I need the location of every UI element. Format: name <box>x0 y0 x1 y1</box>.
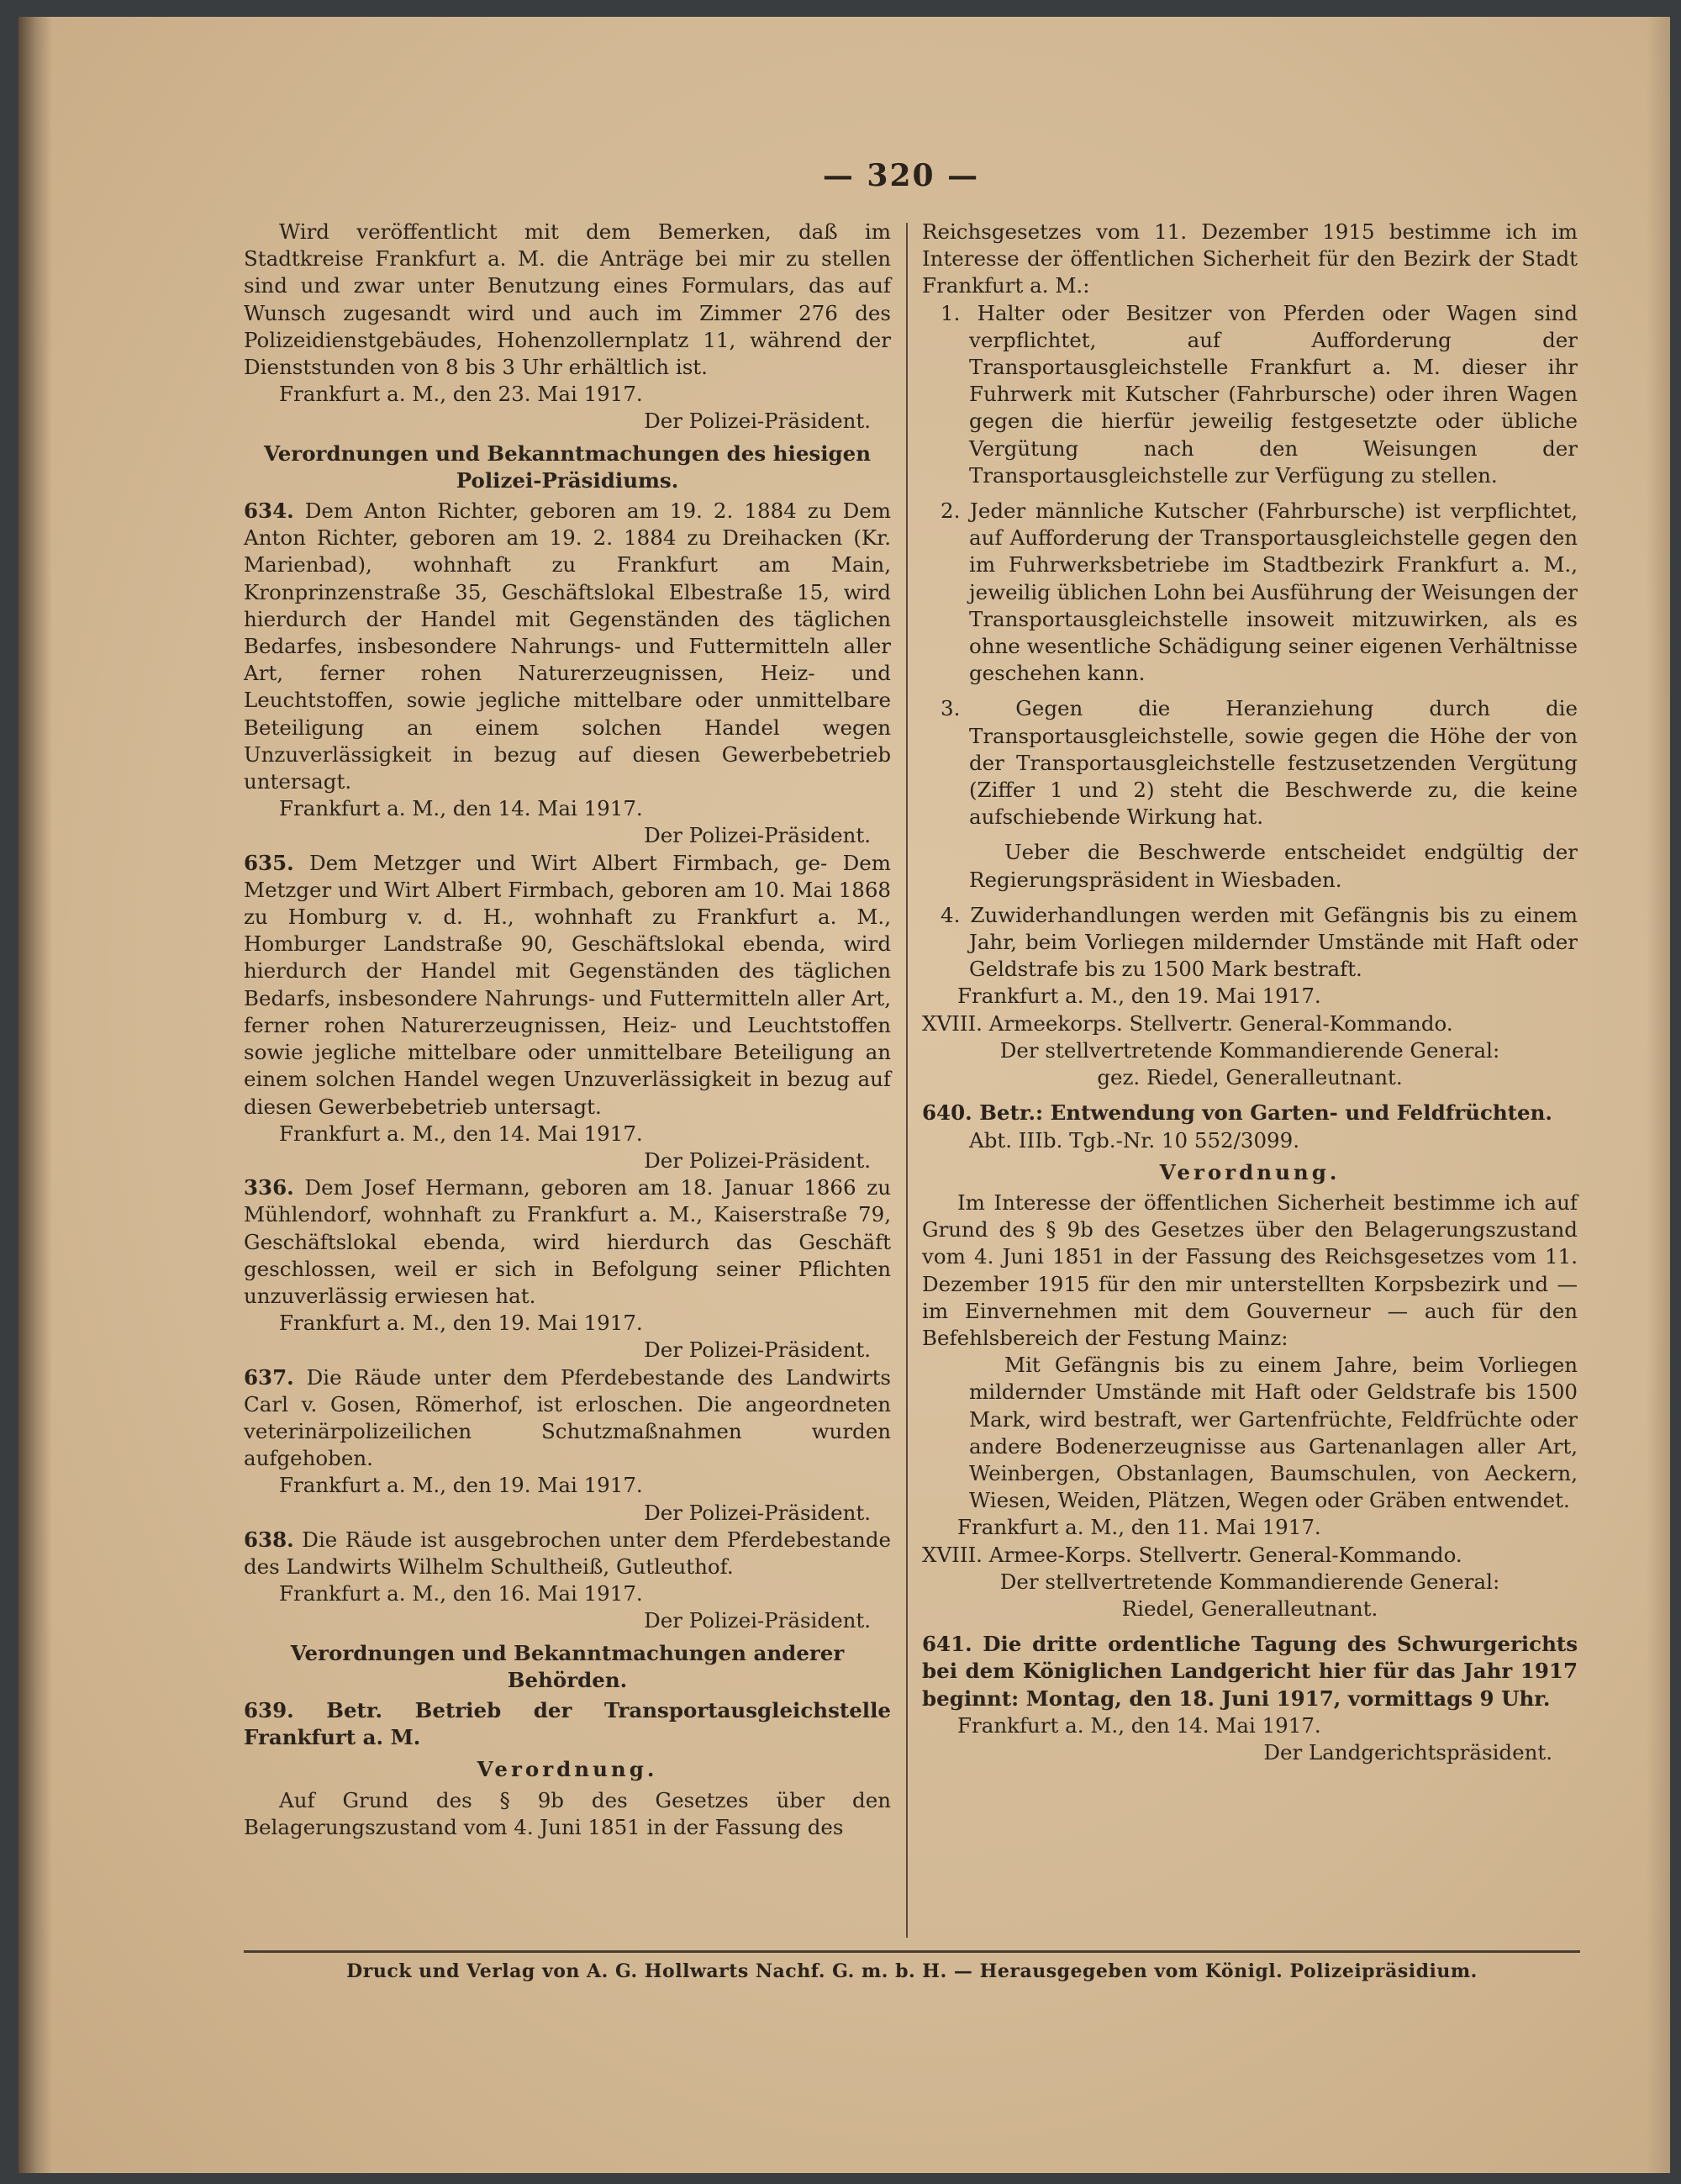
entry-639-continuation: Reichsgesetzes vom 11. Dezember 1915 bestimme ich im Interesse der öffentlichen Sicherheit für den Bezirk der Stadt Frankfurt a. M.: <box>922 219 1578 298</box>
entry-639-corps: XVIII. Armeekorps. Stellvertr. General-Kommando. <box>922 1010 1453 1036</box>
entry-text: Dem Metzger und Wirt Albert Firmbach, ge- Dem Metzger und Wirt Albert Firmbach, geboren am 10. Mai 1868 zu Homburg v. d. H., wohnhaft zu Frankfurt a. M., Homburger Landstraße 90, Geschäftslokal ebenda, wird hierdurch der Handel mit Gegenständen des täglichen Bedarfs, insbesondere Nahrungs- und Futtermitteln aller Art, ferner rohen Naturerzeugnissen, Heiz- und Leuchtstoffen sowie jegliche mittelbare oder unmittelbare Beteiligung an einem solchen Handel wegen Unzuverlässigkeit in bezug auf diesen Gewerbebetrieb untersagt. <box>244 850 891 1119</box>
entry-636 <box>244 1174 891 1310</box>
entry-640-name: Riedel, Generalleutnant. <box>1121 1596 1378 1621</box>
entry-639-item-4: 4. Zuwiderhandlungen werden mit Gefängnis bis zu einem Jahr, beim Vorliegen mildernder Umstände mit Haft oder Geldstrafe bis zu 1500 Mark bestraft. <box>941 902 1578 982</box>
intro-signature: Der Polizei-Präsident. <box>644 409 871 434</box>
intro-date: Frankfurt a. M., den 23. Mai 1917. <box>279 382 643 407</box>
entry-number: 634. <box>244 499 294 524</box>
entry-639-title <box>244 1697 891 1751</box>
entry-640-text: Im Interesse der öffentlichen Sicherheit bestimme ich auf Grund des § 9b des Gesetzes über den Belagerungszustand vom 4. Juni 1851 in der Fassung des Reichsgesetzes vom 11. Dezember 1915 für den mir unterstellten Korpsbezirk und — im Einvernehmen mit dem Gouverneur — auch für den Befehlsbereich der Festung Mainz: <box>922 1190 1578 1350</box>
entry-number: 638. <box>244 1527 294 1552</box>
entry-639-item-1: 1. Halter oder Besitzer von Pferden oder Wagen sind verpflichtet, auf Aufforderung der Transportausgleichstelle Frankfurt a. M. dieser ihr Fuhrwerk mit Kutscher (Fahrbursche) oder ihren Wagen gegen die hierfür jeweilig festgesetzte oder übliche Vergütung nach den Weisungen der Transportausgleichstelle zur Verfügung zu stellen. <box>941 300 1578 488</box>
entry-640-general: Der stellvertretende Kommandierende General: <box>999 1569 1500 1594</box>
imprint-footer: Druck und Verlag von A. G. Hollwarts Nachf. G. m. b. H. — Herausgegeben vom Königl. Polizeipräsidium. <box>346 1960 1478 1982</box>
entry-number: 640. <box>922 1100 972 1126</box>
entry-number: 641. <box>922 1632 972 1657</box>
entry-639-text: Auf Grund des § 9b des Gesetzes über den Belagerungszustand vom 4. Juni 1851 in der Fassung des <box>244 1787 891 1839</box>
entry-638-date: Frankfurt a. M., den 16. Mai 1917. <box>279 1581 643 1606</box>
page-edge <box>1647 17 1670 2173</box>
entry-634 <box>244 498 891 795</box>
binding-spine <box>18 17 52 2173</box>
entry-641-signature: Der Landgerichtspräsident. <box>1263 1739 1552 1765</box>
entry-639-note: Ueber die Beschwerde entscheidet endgültig der Regierungspräsident in Wiesbaden. <box>969 840 1578 892</box>
entry-641 <box>922 1631 1578 1712</box>
entry-639-date: Frankfurt a. M., den 19. Mai 1917. <box>957 984 1321 1009</box>
entry-639-general: Der stellvertretende Kommandierende General: <box>999 1037 1500 1063</box>
entry-635 <box>244 850 891 1121</box>
entry-639-subheading: Verordnung. <box>477 1757 658 1782</box>
entry-640-title <box>922 1100 1578 1126</box>
entry-640-corps: XVIII. Armee-Korps. Stellvertr. General-Kommando. <box>922 1542 1462 1567</box>
entry-number: 336. <box>244 1175 294 1200</box>
entry-639-item-2: 2. Jeder männliche Kutscher (Fahrbursche) ist verpflichtet, auf Aufforderung der Transportausgleichstelle gegen den im Fuhrwerksbetriebe im Stadtbezirk Frankfurt a. M., jeweilig üblichen Lohn bei Ausführung der Weisungen der Transportausgleichstelle insoweit mitzuwirken, als es ohne wesentliche Schädigung seiner eigenen Verhältnisse geschehen kann. <box>941 499 1578 686</box>
entry-638-signature: Der Polizei-Präsident. <box>644 1608 871 1633</box>
entry-636-signature: Der Polizei-Präsident. <box>644 1337 871 1363</box>
entry-text: Die Räude unter dem Pferdebestande des Landwirts Carl v. Gosen, Römerhof, ist erloschen. Die angeordneten veterinärpolizeilichen Schutzmaßnahmen wurden aufgehoben. <box>244 1364 891 1471</box>
entry-637-date: Frankfurt a. M., den 19. Mai 1917. <box>279 1473 643 1498</box>
entry-639-name: gez. Riedel, Generalleutnant. <box>1097 1065 1403 1090</box>
document-page <box>18 17 1670 2173</box>
entry-640-date: Frankfurt a. M., den 11. Mai 1917. <box>957 1515 1321 1540</box>
column-divider <box>906 223 908 1938</box>
entry-title: Betr.: Entwendung von Garten- und Feldfrüchten. <box>979 1100 1552 1126</box>
entry-640-subheading: Verordnung. <box>1159 1159 1341 1184</box>
entry-640-penalty: Mit Gefängnis bis zu einem Jahre, beim Vorliegen mildernder Umstände mit Haft oder Geldstrafe bis 1500 Mark, wird bestraft, wer Gartenfrüchte, Feldfrüchte oder andere Bodenerzeugnisse aus Gartenanlagen aller Art, Weinbergen, Obstanlagen, Baumschulen, von Aeckern, Wiesen, Weiden, Plätzen, Wegen oder Gräben entwendet. <box>969 1353 1578 1513</box>
entry-text: Dem Anton Richter, geboren am 19. 2. 1884 zu Dem Anton Richter, geboren am 19. 2. 1884 zu Dreihacken (Kr. Marienbad), wohnhaft zu Frankfurt am Main, Kronprinzenstraße 35, Geschäftslokal Elbestraße 15, wird hierdurch der Handel mit Gegenständen des täglichen Bedarfes, insbesondere Nahrungs- und Futtermitteln aller Art, ferner rohen Naturerzeugnissen, Heiz- und Leuchtstoffen, sowie jegliche mittelbare oder unmittelbare Beteiligung an einem solchen Handel wegen Unzuverlässigkeit in bezug auf diesen Gewerbebetrieb untersagt. <box>244 499 891 794</box>
section-heading-other: Verordnungen und Bekanntmachungen anderer Behörden. <box>290 1640 845 1692</box>
entry-641-date: Frankfurt a. M., den 14. Mai 1917. <box>957 1712 1321 1738</box>
entry-number: 635. <box>244 850 294 875</box>
left-column <box>244 219 891 1841</box>
entry-text: Die Räude ist ausgebrochen unter dem Pferdebestande des Landwirts Wilhelm Schultheiß, Gutleuthof. <box>244 1527 891 1579</box>
entry-639-item-3: 3. Gegen die Heranziehung durch die Transportausgleichstelle, sowie gegen die Höhe der von der Transportausgleichstelle festzusetzenden Vergütung (Ziffer 1 und 2) steht die Beschwerde zu, die keine aufschiebende Wirkung hat. <box>941 696 1578 830</box>
entry-text: Die dritte ordentliche Tagung des Schwurgerichts bei dem Königlichen Landgericht hier für das Jahr 1917 beginnt: Montag, den 18. Juni 1917, vormittags 9 Uhr. <box>922 1632 1578 1711</box>
section-heading-local: Verordnungen und Bekanntmachungen des hiesigen Polizei-Präsidiums. <box>263 440 872 493</box>
intro-paragraph: Wird veröffentlicht mit dem Bemerken, daß im Stadtkreise Frankfurt a. M. die Anträge bei mir zu stellen sind und zwar unter Benutzung eines Formulars, das auf Wunsch zugesandt wird und auch im Zimmer 276 des Polizeidienstgebäudes, Hohenzollernplatz 11, während der Dienststunden von 8 bis 3 Uhr erhältlich ist. <box>244 219 891 380</box>
entry-text: Dem Josef Hermann, geboren am 18. Januar 1866 zu Mühlendorf, wohnhaft zu Frankfurt a. M., Kaiserstraße 79, Geschäftslokal ebenda, wird hierdurch das Geschäft geschlossen, weil er sich in Befolgung seiner Pflichten unzuverlässig erwiesen hat. <box>244 1175 891 1308</box>
entry-number: 637. <box>244 1364 294 1390</box>
entry-637 <box>244 1364 891 1473</box>
entry-635-signature: Der Polizei-Präsident. <box>644 1147 871 1173</box>
right-column <box>922 219 1578 1766</box>
entry-number: 639. <box>244 1697 294 1722</box>
entry-636-date: Frankfurt a. M., den 19. Mai 1917. <box>279 1311 643 1336</box>
entry-640-reference: Abt. IIIb. Tgb.-Nr. 10 552/3099. <box>969 1127 1300 1153</box>
entry-634-signature: Der Polizei-Präsident. <box>644 823 871 848</box>
entry-635-date: Frankfurt a. M., den 14. Mai 1917. <box>279 1121 643 1146</box>
entry-638 <box>244 1527 891 1580</box>
entry-634-date: Frankfurt a. M., den 14. Mai 1917. <box>279 796 643 821</box>
entry-title: Betr. Betrieb der Transportausgleichstelle Frankfurt a. M. <box>244 1697 891 1750</box>
page-number: — 320 — <box>822 158 980 193</box>
footer-rule <box>244 1950 1580 1953</box>
entry-637-signature: Der Polizei-Präsident. <box>644 1500 871 1525</box>
